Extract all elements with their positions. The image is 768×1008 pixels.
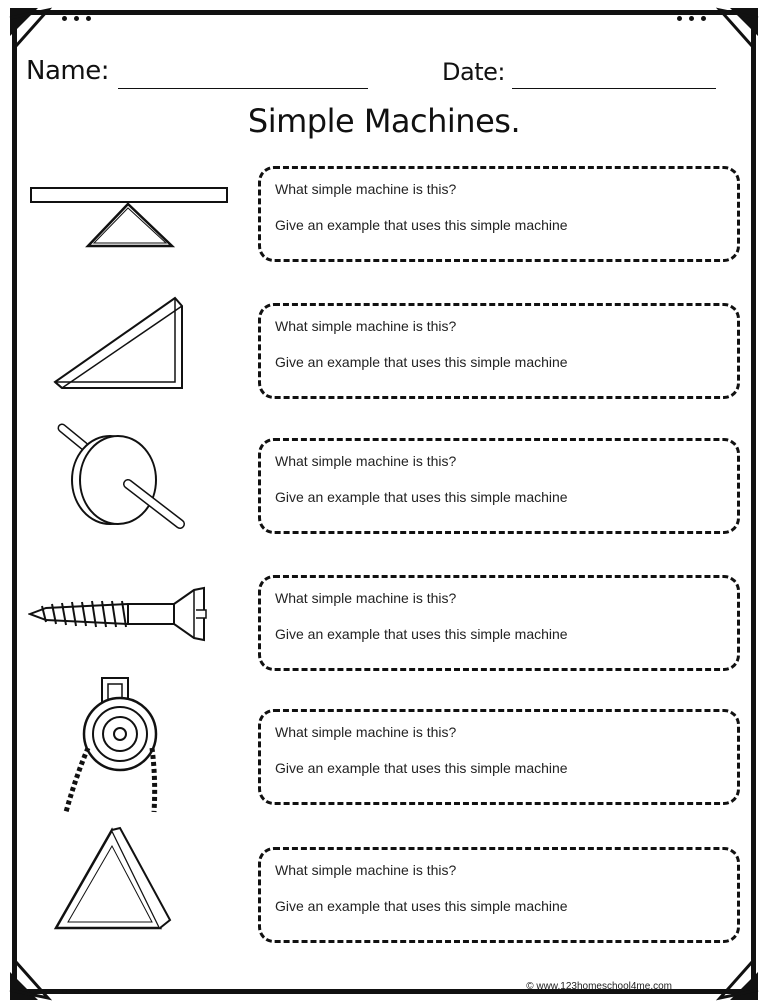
question-example: Give an example that uses this simple machine: [275, 217, 568, 233]
date-label: Date:: [442, 58, 505, 86]
name-label: Name:: [26, 56, 109, 86]
question-identify: What simple machine is this?: [275, 724, 457, 740]
question-identify: What simple machine is this?: [275, 862, 457, 878]
answer-box-wheel-and-axle[interactable]: [258, 438, 740, 534]
wedge-icon: [52, 826, 176, 934]
answer-box-lever[interactable]: [258, 166, 740, 262]
corner-decoration-icon: [716, 6, 760, 50]
question-example: Give an example that uses this simple machine: [275, 626, 568, 642]
pulley-icon: [58, 676, 168, 816]
inclined-plane-icon: [50, 292, 190, 392]
answer-box-wedge[interactable]: [258, 847, 740, 943]
question-identify: What simple machine is this?: [275, 181, 457, 197]
decorative-dots: [62, 989, 91, 994]
corner-decoration-icon: [8, 958, 52, 1002]
question-example: Give an example that uses this simple machine: [275, 898, 568, 914]
answer-box-pulley[interactable]: [258, 709, 740, 805]
decorative-dots: [62, 16, 91, 21]
question-example: Give an example that uses this simple machine: [275, 354, 568, 370]
lever-icon: [28, 180, 232, 252]
question-example: Give an example that uses this simple machine: [275, 760, 568, 776]
answer-box-inclined-plane[interactable]: [258, 303, 740, 399]
wheel-and-axle-icon: [54, 420, 194, 540]
name-field[interactable]: [118, 88, 368, 89]
copyright-footer: © www.123homeschool4me.com: [526, 981, 672, 992]
page-title: Simple Machines.: [247, 102, 521, 140]
corner-decoration-icon: [716, 958, 760, 1002]
question-identify: What simple machine is this?: [275, 318, 457, 334]
date-field[interactable]: [512, 88, 716, 89]
screw-icon: [28, 584, 212, 644]
decorative-dots: [677, 16, 706, 21]
question-identify: What simple machine is this?: [275, 590, 457, 606]
corner-decoration-icon: [8, 6, 52, 50]
question-identify: What simple machine is this?: [275, 453, 457, 469]
answer-box-screw[interactable]: [258, 575, 740, 671]
question-example: Give an example that uses this simple machine: [275, 489, 568, 505]
